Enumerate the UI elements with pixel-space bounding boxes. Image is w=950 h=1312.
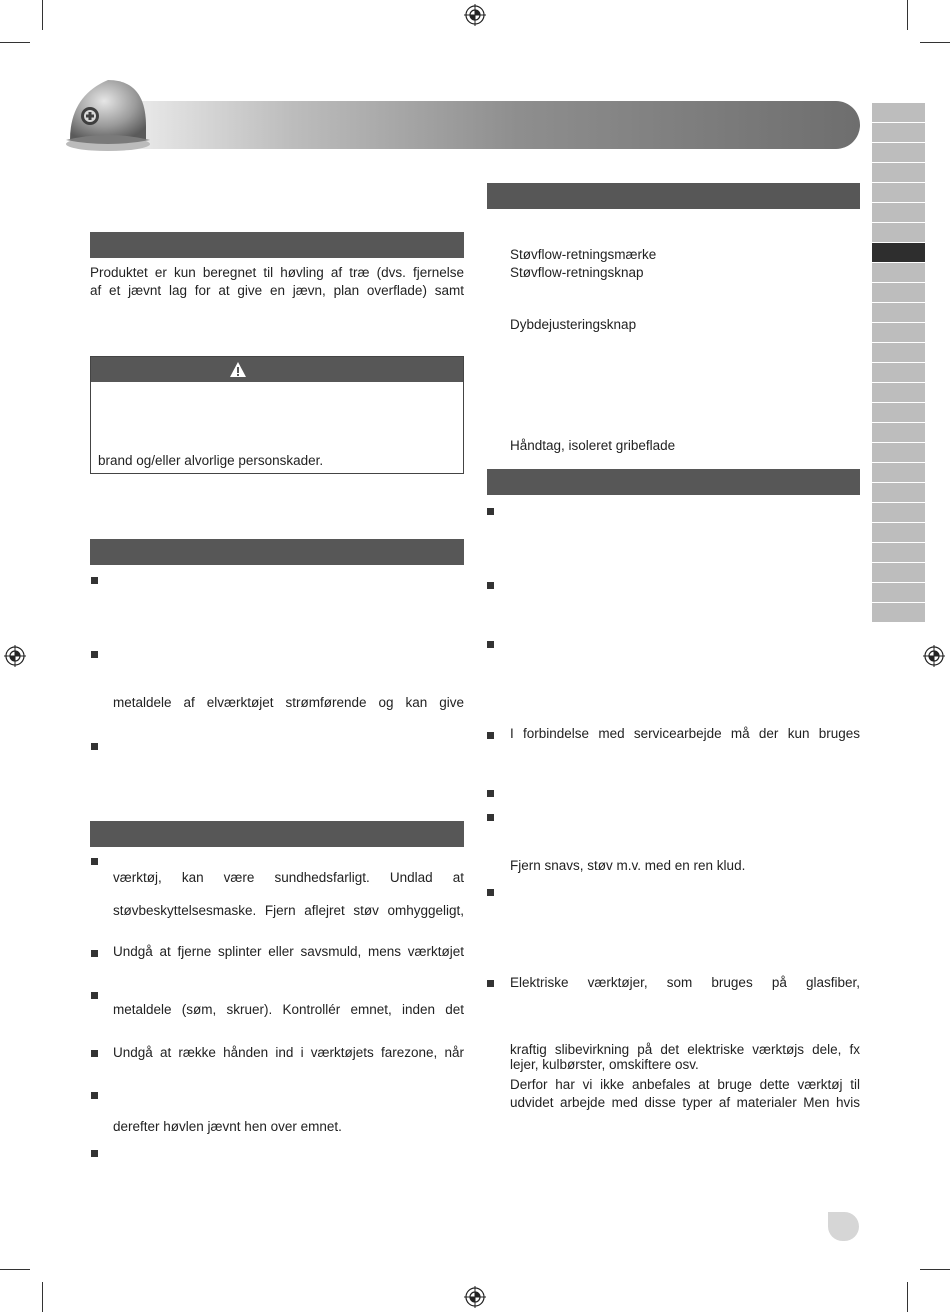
registration-mark-icon (464, 4, 486, 26)
language-tab (872, 583, 925, 602)
language-tab (872, 123, 925, 142)
language-tab (872, 183, 925, 202)
section-bar-planer-safety (90, 821, 464, 847)
bullet-square-icon (91, 950, 98, 957)
crop-mark (0, 1269, 30, 1270)
bullet-square-icon (487, 508, 494, 515)
language-tab (872, 103, 925, 122)
crop-mark (42, 1282, 43, 1312)
maintenance-line: lejer, kulbørster, omskiftere osv. (510, 1057, 699, 1072)
language-tab-active (872, 243, 925, 262)
language-tab (872, 383, 925, 402)
section-bar-maintenance (487, 469, 860, 495)
bullet-square-icon (91, 858, 98, 865)
bullet-square-icon (487, 641, 494, 648)
warning-header (91, 357, 463, 382)
language-tab (872, 603, 925, 622)
crop-mark (920, 1269, 950, 1270)
bullet-square-icon (487, 814, 494, 821)
registration-mark-icon (464, 1286, 486, 1308)
maintenance-line: Derfor har vi ikke anbefales at bruge dette værktøj til (510, 1077, 860, 1092)
language-tab (872, 503, 925, 522)
language-tab (872, 543, 925, 562)
bullet-square-icon (487, 582, 494, 589)
planer-safety-line: derefter høvlen jævnt hen over emnet. (113, 1119, 342, 1134)
planer-safety-line: Undgå at række hånden ind i værktøjets farezone, når (113, 1045, 464, 1060)
language-tab (872, 483, 925, 502)
registration-mark-icon (4, 645, 26, 667)
hard-hat-icon (62, 74, 154, 154)
planer-safety-line: metaldele (søm, skruer). Kontrollér emnet, inden det (113, 1002, 464, 1017)
bullet-square-icon (91, 992, 98, 999)
page-number-tab (828, 1212, 859, 1241)
language-tab (872, 403, 925, 422)
bullet-square-icon (91, 1150, 98, 1157)
planer-safety-line: Undgå at fjerne splinter eller savsmuld, mens værktøjet (113, 944, 464, 959)
language-tab (872, 263, 925, 282)
header-banner (100, 101, 860, 149)
bullet-square-icon (487, 732, 494, 739)
warning-triangle-icon (229, 361, 247, 378)
intended-use-line: af et jævnt lag for at give en jævn, plan overflade) samt (90, 283, 464, 298)
bullet-square-icon (487, 889, 494, 896)
language-tab (872, 143, 925, 162)
language-tabs (872, 103, 925, 623)
crop-mark (0, 42, 30, 43)
registration-mark-icon (923, 645, 945, 667)
language-tab (872, 563, 925, 582)
language-tab (872, 423, 925, 442)
bullet-square-icon (91, 1050, 98, 1057)
bullet-square-icon (487, 790, 494, 797)
safety-text-line: metaldele af elværktøjet strømførende og kan give (113, 695, 464, 710)
language-tab (872, 163, 925, 182)
maintenance-line: kraftig slibevirkning på det elektriske værktøjs dele, fx (510, 1042, 860, 1057)
language-tab (872, 363, 925, 382)
language-tab (872, 443, 925, 462)
maintenance-line: Elektriske værktøjer, som bruges på glasfiber, (510, 975, 860, 990)
part-label: Støvflow-retningsknap (510, 265, 644, 280)
part-label: Dybdejusteringsknap (510, 317, 637, 332)
language-tab (872, 523, 925, 542)
bullet-square-icon (487, 980, 494, 987)
maintenance-line: udvidet arbejde med disse typer af materialer Men hvis (510, 1095, 860, 1110)
language-tab (872, 343, 925, 362)
language-tab (872, 323, 925, 342)
maintenance-line: I forbindelse med servicearbejde må der kun bruges (510, 726, 860, 741)
section-bar-parts (487, 183, 860, 209)
language-tab (872, 223, 925, 242)
language-tab (872, 203, 925, 222)
bullet-square-icon (91, 577, 98, 584)
part-label: Håndtag, isoleret gribeflade (510, 438, 676, 453)
section-bar-safety (90, 539, 464, 565)
crop-mark (42, 0, 43, 30)
maintenance-line: Fjern snavs, støv m.v. med en ren klud. (510, 858, 746, 873)
planer-safety-line: værktøj, kan være sundhedsfarligt. Undlad at (113, 870, 464, 885)
bullet-square-icon (91, 651, 98, 658)
language-tab (872, 463, 925, 482)
crop-mark (907, 1282, 908, 1312)
warning-text: brand og/eller alvorlige personskader. (98, 453, 324, 468)
crop-mark (920, 42, 950, 43)
bullet-square-icon (91, 743, 98, 750)
language-tab (872, 303, 925, 322)
bullet-square-icon (91, 1092, 98, 1099)
part-label: Støvflow-retningsmærke (510, 247, 657, 262)
intended-use-line: Produktet er kun beregnet til høvling af træ (dvs. fjernelse (90, 265, 464, 280)
section-bar-intended-use (90, 232, 464, 258)
planer-safety-line: støvbeskyttelsesmaske. Fjern aflejret støv omhyggeligt, (113, 903, 464, 918)
crop-mark (907, 0, 908, 30)
language-tab (872, 283, 925, 302)
